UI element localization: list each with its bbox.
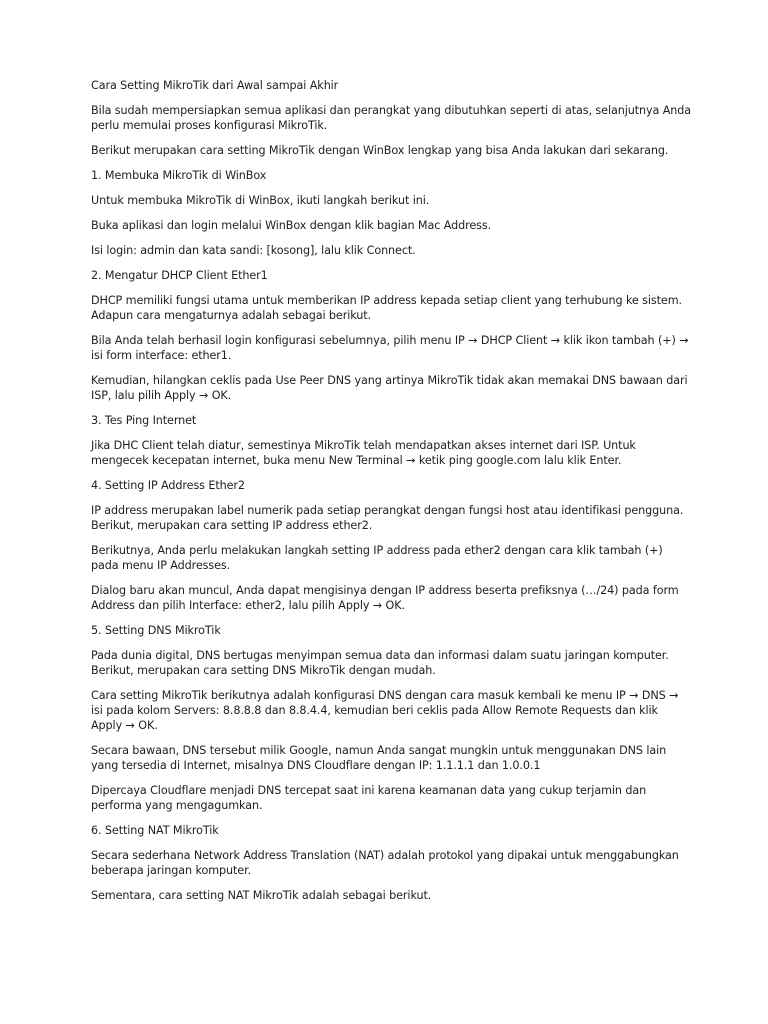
paragraph: Sementara, cara setting NAT MikroTik adalah sebagai berikut. [91,889,432,902]
document-title: Cara Setting MikroTik dari Awal sampai Akhir [91,79,339,92]
paragraph: Cara setting MikroTik berikutnya adalah konfigurasi DNS dengan cara masuk kembali ke menu IP → DNS → isi pada kolom Servers: 8.8.8.8 dan 8.8.4.4, kemudian beri ceklis pada Allow Remote Requests dan klik Apply → OK. [91,689,679,732]
paragraph: Dipercaya Cloudflare menjadi DNS tercepat saat ini karena keamanan data yang cukup terjamin dan performa yang mengagumkan. [91,784,647,812]
paragraph: Jika DHC Client telah diatur, semestinya MikroTik telah mendapatkan akses internet dari ISP. Untuk mengecek kecepatan internet, buka menu New Terminal → ketik ping google.com lalu klik Enter. [91,439,636,467]
section-heading: 5. Setting DNS MikroTik [91,624,221,637]
section-heading: 3. Tes Ping Internet [91,414,197,427]
paragraph: Untuk membuka MikroTik di WinBox, ikuti langkah berikut ini. [91,194,430,207]
paragraph: Pada dunia digital, DNS bertugas menyimpan semua data dan informasi dalam suatu jaringan komputer. Berikut, merupakan cara setting DNS MikroTik dengan mudah. [91,649,669,677]
paragraph: Isi login: admin dan kata sandi: [kosong], lalu klik Connect. [91,244,416,257]
section-heading: 6. Setting NAT MikroTik [91,824,219,837]
paragraph: Berikutnya, Anda perlu melakukan langkah setting IP address pada ether2 dengan cara klik tambah (+) pada menu IP Addresses. [91,544,663,572]
paragraph: DHCP memiliki fungsi utama untuk memberikan IP address kepada setiap client yang terhubung ke sistem. Adapun cara mengaturnya adalah sebagai berikut. [91,294,682,322]
paragraph: Dialog baru akan muncul, Anda dapat mengisinya dengan IP address beserta prefiksnya (…/24) pada form Address dan pilih Interface: ether2, lalu pilih Apply → OK. [91,584,679,612]
section-heading: 4. Setting IP Address Ether2 [91,479,245,492]
section-heading: 1. Membuka MikroTik di WinBox [91,169,267,182]
paragraph: Berikut merupakan cara setting MikroTik dengan WinBox lengkap yang bisa Anda lakukan dari sekarang. [91,144,669,157]
paragraph: Buka aplikasi dan login melalui WinBox dengan klik bagian Mac Address. [91,219,492,232]
document-body [91,78,691,913]
section-heading: 2. Mengatur DHCP Client Ether1 [91,269,268,282]
paragraph: Bila sudah mempersiapkan semua aplikasi dan perangkat yang dibutuhkan seperti di atas, selanjutnya Anda perlu memulai proses konfigurasi MikroTik. [91,104,692,132]
paragraph: Kemudian, hilangkan ceklis pada Use Peer DNS yang artinya MikroTik tidak akan memakai DNS bawaan dari ISP, lalu pilih Apply → OK. [91,374,688,402]
paragraph: Bila Anda telah berhasil login konfigurasi sebelumnya, pilih menu IP → DHCP Client → klik ikon tambah (+) → isi form interface: ether1. [91,334,689,362]
paragraph: Secara sederhana Network Address Translation (NAT) adalah protokol yang dipakai untuk menggabungkan beberapa jaringan komputer. [91,849,679,877]
paragraph: IP address merupakan label numerik pada setiap perangkat dengan fungsi host atau identifikasi pengguna. Berikut, merupakan cara setting IP address ether2. [91,504,684,532]
paragraph: Secara bawaan, DNS tersebut milik Google, namun Anda sangat mungkin untuk menggunakan DNS lain yang tersedia di Internet, misalnya DNS Cloudflare dengan IP: 1.1.1.1 dan 1.0.0.1 [91,744,667,772]
